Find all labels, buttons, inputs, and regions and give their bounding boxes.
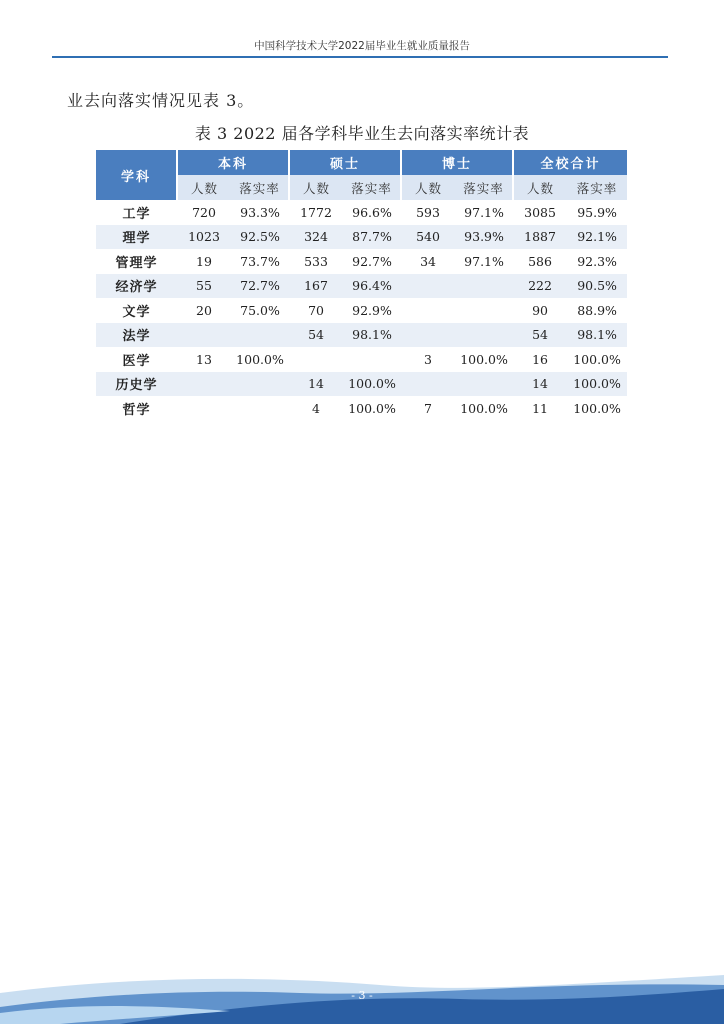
- cell-count: 533: [304, 253, 328, 269]
- cell-count: 540: [401, 225, 455, 250]
- cell-rate: [455, 298, 513, 323]
- cell-rate: 100.0%: [460, 351, 508, 367]
- cell-rate: [231, 372, 289, 397]
- cell-rate: 100.0%: [573, 400, 621, 416]
- subheader-rate: 落实率: [567, 175, 627, 200]
- cell-count: [177, 396, 231, 421]
- table-row: [96, 225, 627, 250]
- cell-rate: 90.5%: [567, 274, 627, 299]
- cell-count: 19: [196, 253, 212, 269]
- cell-rate: 92.3%: [577, 253, 617, 269]
- cell-rate: [231, 396, 289, 421]
- cell-count: [177, 323, 231, 348]
- cell-count: 720: [192, 204, 216, 220]
- cell-count: 324: [289, 225, 343, 250]
- cell-count: [401, 274, 455, 299]
- cell-rate: 98.1%: [343, 323, 401, 348]
- cell-rate: 95.9%: [577, 204, 617, 220]
- cell-rate: 98.1%: [567, 323, 627, 348]
- cell-rate: 100.0%: [567, 372, 627, 397]
- cell-rate: 100.0%: [236, 351, 284, 367]
- cell-count: [177, 372, 231, 397]
- cell-count: 13: [196, 351, 212, 367]
- cell-count: 55: [177, 274, 231, 299]
- table-row: [96, 249, 627, 274]
- cell-rate: 100.0%: [573, 351, 621, 367]
- placement-rate-table: [96, 150, 627, 421]
- cell-rate: 96.6%: [352, 204, 392, 220]
- subheader-rate: 落实率: [231, 175, 289, 200]
- cell-rate: 97.1%: [464, 204, 504, 220]
- row-subject: 医学: [122, 353, 151, 369]
- cell-count: 1887: [513, 225, 567, 250]
- cell-rate: 93.9%: [455, 225, 513, 250]
- cell-rate: 100.0%: [343, 372, 401, 397]
- subheader-count: 人数: [513, 175, 567, 200]
- subheader-count: 人数: [289, 175, 343, 200]
- cell-count: 7: [424, 400, 432, 416]
- cell-count: [289, 347, 343, 372]
- cell-rate: 92.1%: [567, 225, 627, 250]
- group-header-undergrad: 本科: [177, 150, 289, 175]
- table-row: [96, 274, 627, 299]
- table-row: [96, 298, 627, 323]
- cell-rate: [455, 323, 513, 348]
- cell-rate: 75.0%: [240, 302, 280, 318]
- subheader-rate: 落实率: [455, 175, 513, 200]
- cell-count: 1023: [177, 225, 231, 250]
- cell-rate: [455, 274, 513, 299]
- row-subject: 哲学: [122, 402, 151, 418]
- cell-rate: 96.4%: [343, 274, 401, 299]
- row-subject: 历史学: [96, 372, 177, 397]
- cell-count: 14: [513, 372, 567, 397]
- cell-rate: 92.7%: [352, 253, 392, 269]
- row-subject: 管理学: [115, 255, 158, 271]
- cell-count: 4: [312, 400, 320, 416]
- table-body: [96, 200, 627, 421]
- cell-count: 70: [308, 302, 324, 318]
- cell-count: 11: [532, 400, 548, 416]
- subheader-rate: 落实率: [343, 175, 401, 200]
- cell-count: 90: [532, 302, 548, 318]
- cell-rate: 93.3%: [240, 204, 280, 220]
- cell-count: 3: [424, 351, 432, 367]
- body-paragraph: 业去向落实情况见表 3。: [67, 91, 255, 110]
- cell-rate: 97.1%: [464, 253, 504, 269]
- cell-rate: 72.7%: [231, 274, 289, 299]
- cell-rate: 87.7%: [343, 225, 401, 250]
- header-divider: [52, 56, 668, 58]
- table-row: [96, 347, 627, 372]
- cell-count: 222: [513, 274, 567, 299]
- cell-count: 34: [420, 253, 436, 269]
- subheader-count: 人数: [401, 175, 455, 200]
- cell-rate: 100.0%: [460, 400, 508, 416]
- row-subject: 文学: [122, 304, 151, 320]
- corner-header-subject: 学科: [96, 150, 177, 200]
- table-row: [96, 323, 627, 348]
- table-row: [96, 396, 627, 421]
- row-subject: 经济学: [96, 274, 177, 299]
- cell-count: 586: [528, 253, 552, 269]
- page-number: - 3 -: [351, 989, 373, 1002]
- group-header-doctor: 博士: [401, 150, 513, 175]
- table-row: [96, 372, 627, 397]
- row-subject: 理学: [96, 225, 177, 250]
- table-row: [96, 200, 627, 225]
- cell-count: 16: [532, 351, 548, 367]
- cell-count: 1772: [300, 204, 332, 220]
- table-caption: 表 3 2022 届各学科毕业生去向落实率统计表: [194, 124, 530, 143]
- group-header-master: 硕士: [289, 150, 401, 175]
- cell-count: [401, 323, 455, 348]
- cell-count: [401, 298, 455, 323]
- cell-rate: 100.0%: [348, 400, 396, 416]
- cell-count: 14: [289, 372, 343, 397]
- cell-count: 3085: [524, 204, 556, 220]
- cell-rate: 73.7%: [240, 253, 280, 269]
- cell-rate: [455, 372, 513, 397]
- report-header-title: 中国科学技术大学2022届毕业生就业质量报告: [254, 40, 470, 52]
- cell-count: 54: [513, 323, 567, 348]
- cell-count: 167: [289, 274, 343, 299]
- cell-rate: [231, 323, 289, 348]
- cell-count: [401, 372, 455, 397]
- cell-count: 20: [196, 302, 212, 318]
- cell-rate: [343, 347, 401, 372]
- subheader-count: 人数: [177, 175, 231, 200]
- cell-rate: 92.9%: [352, 302, 392, 318]
- cell-rate: 88.9%: [577, 302, 617, 318]
- cell-rate: 92.5%: [231, 225, 289, 250]
- group-header-total: 全校合计: [513, 150, 627, 175]
- cell-count: 54: [289, 323, 343, 348]
- row-subject: 工学: [122, 206, 151, 222]
- row-subject: 法学: [96, 323, 177, 348]
- cell-count: 593: [416, 204, 440, 220]
